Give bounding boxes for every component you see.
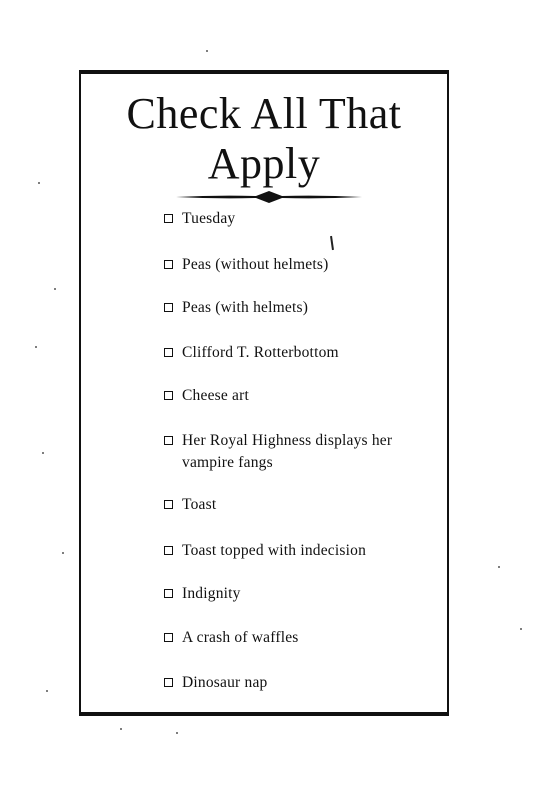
page-title-line-1: Check All That <box>126 89 402 138</box>
scan-speck <box>54 288 56 290</box>
checklist-item[interactable] <box>164 494 434 516</box>
scan-speck <box>520 628 522 630</box>
checkbox-icon[interactable] <box>164 260 173 269</box>
checklist-item[interactable] <box>164 672 434 694</box>
checklist-item-label: Cheese art <box>182 387 249 404</box>
checklist-item-label: Peas (with helmets) <box>182 299 309 316</box>
checklist-item[interactable] <box>164 297 434 319</box>
checkbox-icon[interactable] <box>164 214 173 223</box>
checklist-item[interactable] <box>164 208 434 230</box>
scan-speck <box>206 50 208 52</box>
checklist-item-label: Peas (without helmets) <box>182 256 329 273</box>
checklist-item-label: Dinosaur nap <box>182 674 268 691</box>
scan-speck <box>38 182 40 184</box>
checkbox-icon[interactable] <box>164 303 173 312</box>
checkbox-icon[interactable] <box>164 391 173 400</box>
checklist-item[interactable] <box>164 254 434 276</box>
checkbox-icon[interactable] <box>164 633 173 642</box>
checklist-item[interactable] <box>164 430 404 474</box>
checkbox-icon[interactable] <box>164 348 173 357</box>
checkbox-icon[interactable] <box>164 546 173 555</box>
checkbox-icon[interactable] <box>164 436 173 445</box>
scan-speck <box>120 728 122 730</box>
checklist-item-label: Tuesday <box>182 210 236 227</box>
scan-speck <box>46 690 48 692</box>
scan-speck <box>498 566 500 568</box>
checklist-item[interactable] <box>164 385 434 407</box>
page-title-line-2: Apply <box>207 139 321 188</box>
checkbox-icon[interactable] <box>164 589 173 598</box>
checklist-item-label: A crash of waffles <box>182 629 299 646</box>
checklist-item-label: Clifford T. Rotterbottom <box>182 344 339 361</box>
scan-speck <box>62 552 64 554</box>
checklist-item[interactable] <box>164 583 434 605</box>
checklist-item[interactable] <box>164 540 434 562</box>
checklist-item[interactable] <box>164 627 434 649</box>
diamond-divider-icon <box>176 189 362 205</box>
checkbox-icon[interactable] <box>164 678 173 687</box>
checklist-item-label: Toast <box>182 496 217 513</box>
checklist-item-label: Her Royal Highness displays her vampire fangs <box>182 432 393 471</box>
checklist-item-label: Indignity <box>182 585 241 602</box>
scan-speck <box>35 346 37 348</box>
checklist-item-label: Toast topped with indecision <box>182 542 367 559</box>
scan-speck <box>176 732 178 734</box>
scan-speck <box>42 452 44 454</box>
checklist-item[interactable] <box>164 342 434 364</box>
checkbox-icon[interactable] <box>164 500 173 509</box>
